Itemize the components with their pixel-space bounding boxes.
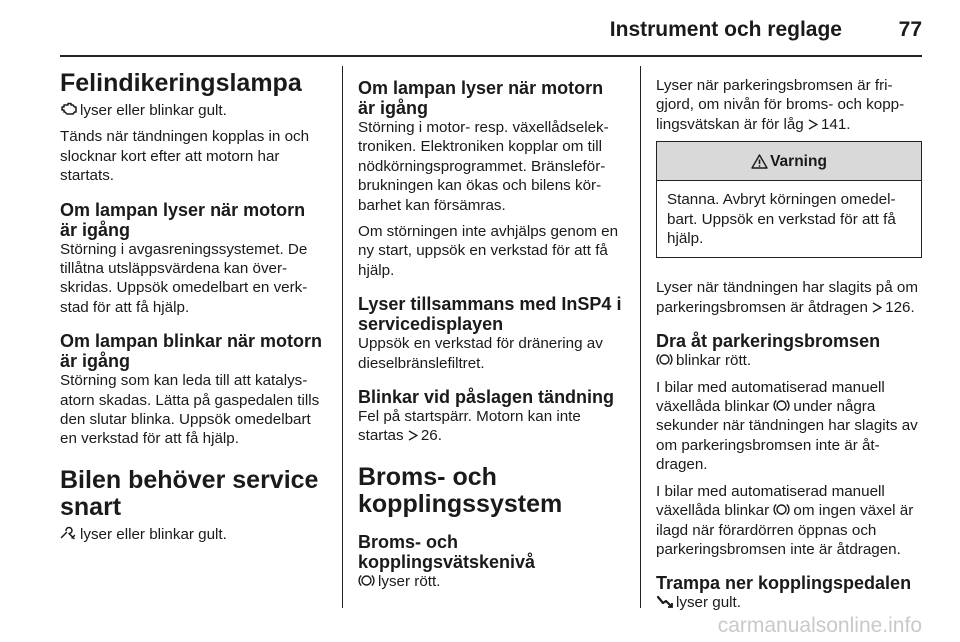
column-2 bbox=[358, 70, 624, 598]
clutch-pedal-icon bbox=[656, 594, 673, 609]
paragraph: Uppsök en verkstad för dränering av dieselbränslefiltret. bbox=[358, 335, 603, 372]
warning-triangle-icon bbox=[751, 154, 768, 169]
section-title: Broms- och kopplingsvätskenivå bbox=[358, 531, 536, 572]
header-rule bbox=[60, 55, 922, 57]
paragraph: Störning i motor- resp. växellådselek-troniken. Elektroniken kopplar om till nödkörningsprogrammet. Bränsleför-brukningen kan ökas och bilens kör-barhet kan försämras. bbox=[358, 119, 609, 214]
paragraph: Störning i avgasreningssystemet. De tillåtna utsläppsvärdena kan över-skridas. Uppsök omedelbart en verk-stad för att få hjälp. bbox=[60, 240, 308, 316]
watermark: carmanualsonline.info bbox=[717, 614, 922, 637]
page-reference[interactable]: 141. bbox=[820, 115, 851, 133]
column-divider bbox=[640, 66, 641, 608]
section-title: Trampa ner kopplingspedalen bbox=[656, 573, 912, 594]
page-reference[interactable]: 26. bbox=[420, 427, 442, 445]
section-title: Bilen behöver service snart bbox=[60, 465, 319, 521]
page-reference-icon bbox=[408, 430, 418, 441]
paragraph: Om störningen inte avhjälps genom en ny start, uppsök en verkstad för att få hjälp. bbox=[358, 223, 619, 279]
paragraph: I bilar med automatiserad manuell växellåda blinkar under några sekunder när tändningen har slagits av om parkeringsbromsen inte är åt-dragen. bbox=[656, 378, 918, 474]
section-title: Lyser tillsammans med InSP4 i servicedisplayen bbox=[358, 294, 622, 335]
page-header bbox=[0, 0, 960, 58]
paragraph: Lyser när parkeringsbromsen är fri-gjord, om nivån för broms- och kopp-lingsvätskan är för låg 141. bbox=[656, 77, 905, 133]
header-title: Instrument och reglage bbox=[609, 18, 842, 41]
page-reference-icon bbox=[872, 302, 882, 313]
paragraph: I bilar med automatiserad manuell växellåda blinkar om ingen växel är ilagd när förardörren öppnas och parkeringsbromsen inte är åtdragen. bbox=[656, 482, 914, 558]
paragraph: lyser eller blinkar gult. bbox=[60, 101, 326, 120]
paragraph: Tänds när tändningen kopplas in och slocknar kort efter att motorn har startats. bbox=[60, 128, 310, 185]
parking-brake-icon bbox=[656, 352, 673, 367]
brake-warning-icon bbox=[358, 573, 375, 588]
section-title: Om lampan lyser när motorn är igång bbox=[358, 78, 604, 118]
warning-text: Stanna. Avbryt körningen omedel-bart. Uppsök en verkstad för att få hjälp. bbox=[667, 191, 896, 248]
paragraph: Lyser när tändningen har slagits på om parkeringsbromsen är åtdragen 126. bbox=[656, 279, 918, 316]
paragraph: blinkar rött. bbox=[656, 351, 922, 370]
column-1 bbox=[60, 70, 326, 551]
section-title: Felindikeringslampa bbox=[60, 69, 302, 97]
section-title: Broms- och kopplingssystem bbox=[358, 462, 563, 518]
warning-box bbox=[656, 141, 922, 258]
service-wrench-icon bbox=[60, 526, 77, 541]
section-title: Om lampan blinkar när motorn är igång bbox=[60, 331, 323, 372]
paragraph: Fel på startspärr. Motorn kan inte startas 26. bbox=[358, 408, 581, 445]
parking-brake-icon bbox=[773, 502, 790, 517]
paragraph: lyser rött. bbox=[358, 572, 624, 591]
warning-header bbox=[657, 142, 921, 181]
paragraph: lyser gult. bbox=[656, 593, 922, 612]
paragraph: lyser eller blinkar gult. bbox=[60, 525, 326, 544]
paragraph: Störning som kan leda till att katalys-atorn skadas. Lätta på gaspedalen tills den slutar blinka. Uppsök omedelbart en verkstad för att få hjälp. bbox=[60, 372, 320, 448]
column-3 bbox=[656, 76, 922, 620]
engine-check-icon bbox=[60, 102, 77, 117]
parking-brake-icon bbox=[773, 398, 790, 413]
warning-title: Varning bbox=[770, 152, 827, 170]
page-reference[interactable]: 126. bbox=[885, 298, 915, 316]
section-title: Dra åt parkeringsbromsen bbox=[656, 331, 881, 352]
page-reference-icon bbox=[808, 119, 818, 130]
section-title: Om lampan lyser när motorn är igång bbox=[60, 199, 306, 240]
page-number: 77 bbox=[898, 18, 922, 41]
column-divider bbox=[342, 66, 343, 608]
section-title: Blinkar vid påslagen tändning bbox=[358, 387, 615, 408]
